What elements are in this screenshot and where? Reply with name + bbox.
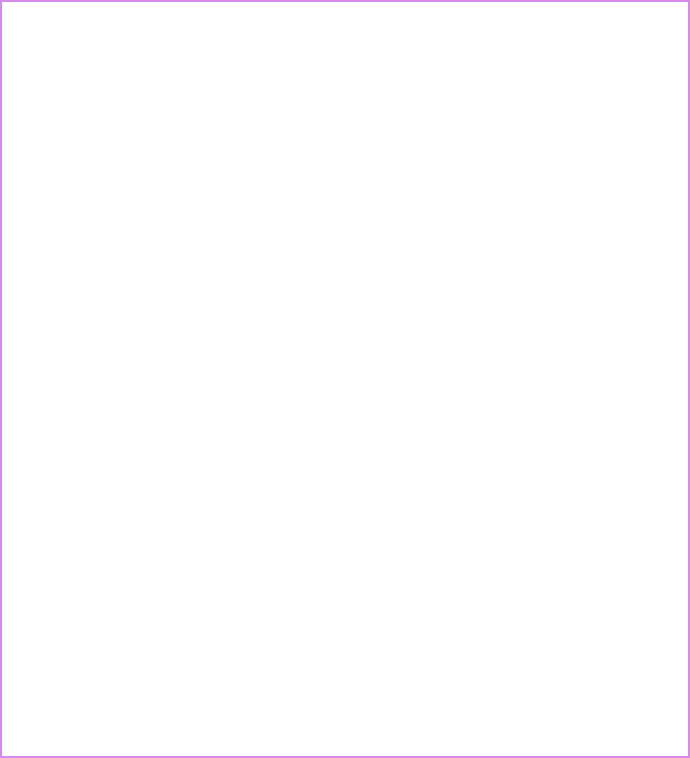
- blank-content-area: [4, 4, 686, 754]
